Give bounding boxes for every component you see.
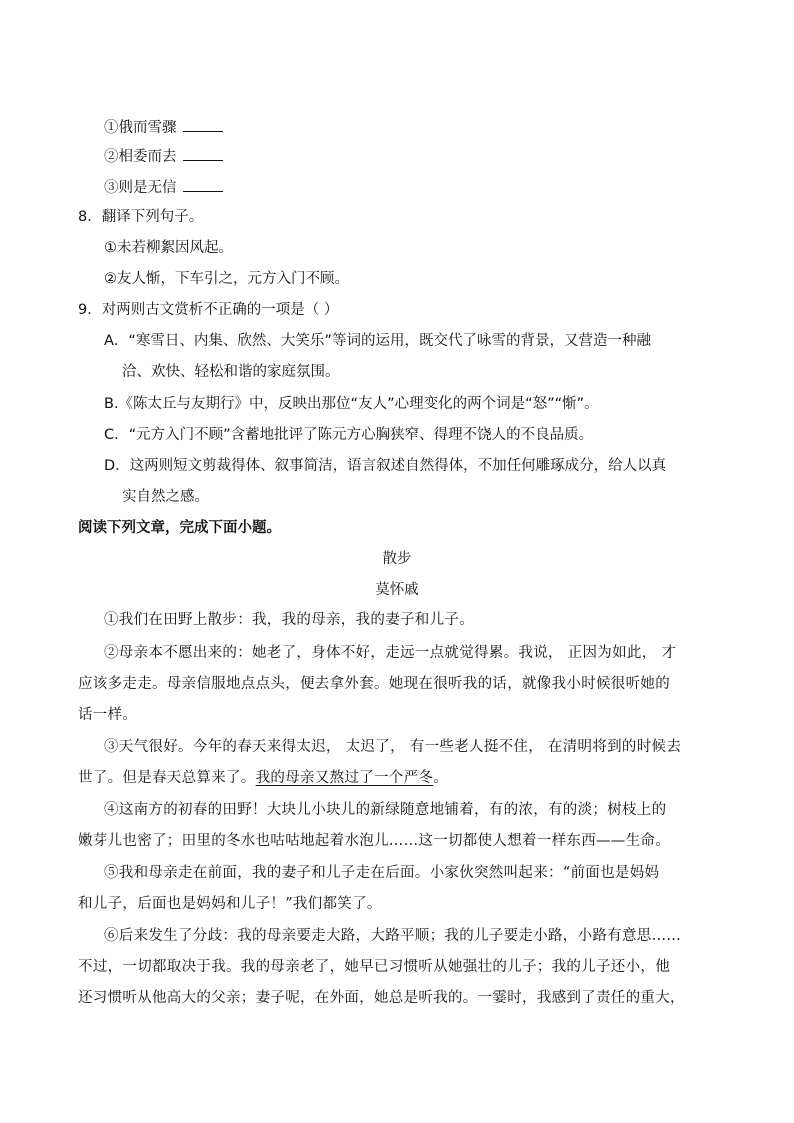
essay-paragraph-5-line1: ⑤我和母亲走在前面，我的妻子和儿子走在后面。小家伙突然叫起来：“前面也是妈妈 bbox=[104, 865, 660, 881]
essay-title: 散步 bbox=[382, 551, 412, 567]
essay-paragraph-6-line1: ⑥后来发生了分歧：我的母亲要走大路，大路平顺；我的儿子要走小路，小路有意思…… bbox=[104, 928, 682, 944]
essay-paragraph-3-end: 。 bbox=[433, 770, 449, 786]
q9-option-b: B.《陈太丘与友期行》中，反映出那位“友人”心理变化的两个词是“怒”“惭”。 bbox=[104, 396, 599, 412]
essay-paragraph-2-line2: 应该多走走。母亲信服地点点头，便去拿外套。她现在很听我的话，就像我小时候很听她的 bbox=[78, 676, 670, 692]
essay-paragraph-2-line3: 话一样。 bbox=[78, 707, 138, 723]
q7-item-3-text: ③则是无信 bbox=[104, 180, 177, 196]
essay-paragraph-3-text: 世了。但是春天总算来了。 bbox=[78, 770, 256, 786]
q9-option-d-line2: 实自然之感。 bbox=[122, 489, 209, 505]
q7-item-2 bbox=[104, 146, 223, 167]
q7-item-2-text: ②相委而去 bbox=[104, 149, 177, 165]
essay-paragraph-4-line1: ④这南方的初春的田野！大块儿小块儿的新绿随意地铺着，有的浓，有的淡；树枝上的 bbox=[104, 802, 667, 818]
q9-option-d-line1: D．这两则短文剪裁得体、叙事简洁，语言叙述自然得体，不加任何雕琢成分，给人以真 bbox=[104, 458, 667, 474]
essay-paragraph-6-line2: 不过，一切都取决于我。我的母亲老了，她早已习惯听从她强壮的儿子；我的儿子还小，他 bbox=[78, 959, 670, 975]
q7-item-1 bbox=[104, 117, 223, 138]
q9-option-c: C．“元方入门不顾”含蓄地批评了陈元方心胸狭窄、得理不饶人的不良品质。 bbox=[104, 427, 594, 443]
essay-paragraph-1: ①我们在田野上散步：我，我的母亲，我的妻子和儿子。 bbox=[104, 612, 474, 628]
q8-item-1: ①未若柳絮因风起。 bbox=[104, 240, 233, 256]
q8-title: 8．翻译下列句子。 bbox=[78, 209, 204, 225]
essay-paragraph-3-line1: ③天气很好。今年的春天来得太迟， 太迟了， 有一些老人挺不住， 在清明将到的时候去 bbox=[104, 739, 682, 755]
essay-paragraph-5-line2: 和儿子，后面也是妈妈和儿子！”我们都笑了。 bbox=[78, 896, 382, 912]
q7-item-1-text: ①俄而雪骤 bbox=[104, 120, 177, 136]
essay-paragraph-6-line3: 还习惯听从他高大的父亲；妻子呢，在外面，她总是听我的。一霎时，我感到了责任的重大， bbox=[78, 990, 685, 1006]
reading-instruction: 阅读下列文章，完成下面小题。 bbox=[78, 520, 281, 536]
q9-option-a-line2: 洽、欢快、轻松和谐的家庭氛围。 bbox=[122, 364, 340, 380]
answer-blank bbox=[183, 117, 223, 132]
essay-paragraph-2-line1: ②母亲本不愿出来的：她老了，身体不好，走远一点就觉得累。我说， 正因为如此， 才 bbox=[104, 645, 677, 661]
essay-paragraph-3-line2 bbox=[78, 768, 448, 788]
answer-blank bbox=[183, 177, 223, 192]
q8-item-2: ②友人惭，下车引之，元方入门不顾。 bbox=[104, 271, 349, 287]
answer-blank bbox=[183, 146, 223, 161]
essay-author: 莫怀戚 bbox=[375, 582, 419, 598]
essay-paragraph-4-line2: 嫩芽儿也密了；田里的冬水也咕咕地起着水泡儿……这一切都使人想着一样东西——生命。 bbox=[78, 833, 670, 849]
q9-option-a-line1: A．“寒雪日、内集、欣然、大笑乐”等词的运用，既交代了咏雪的背景，又营造一种融 bbox=[104, 333, 651, 349]
q7-item-3 bbox=[104, 177, 223, 198]
q9-title: 9．对两则古文赏析不正确的一项是（ ） bbox=[78, 302, 339, 318]
underlined-sentence: 我的母亲又熬过了一个严冬 bbox=[255, 770, 434, 786]
